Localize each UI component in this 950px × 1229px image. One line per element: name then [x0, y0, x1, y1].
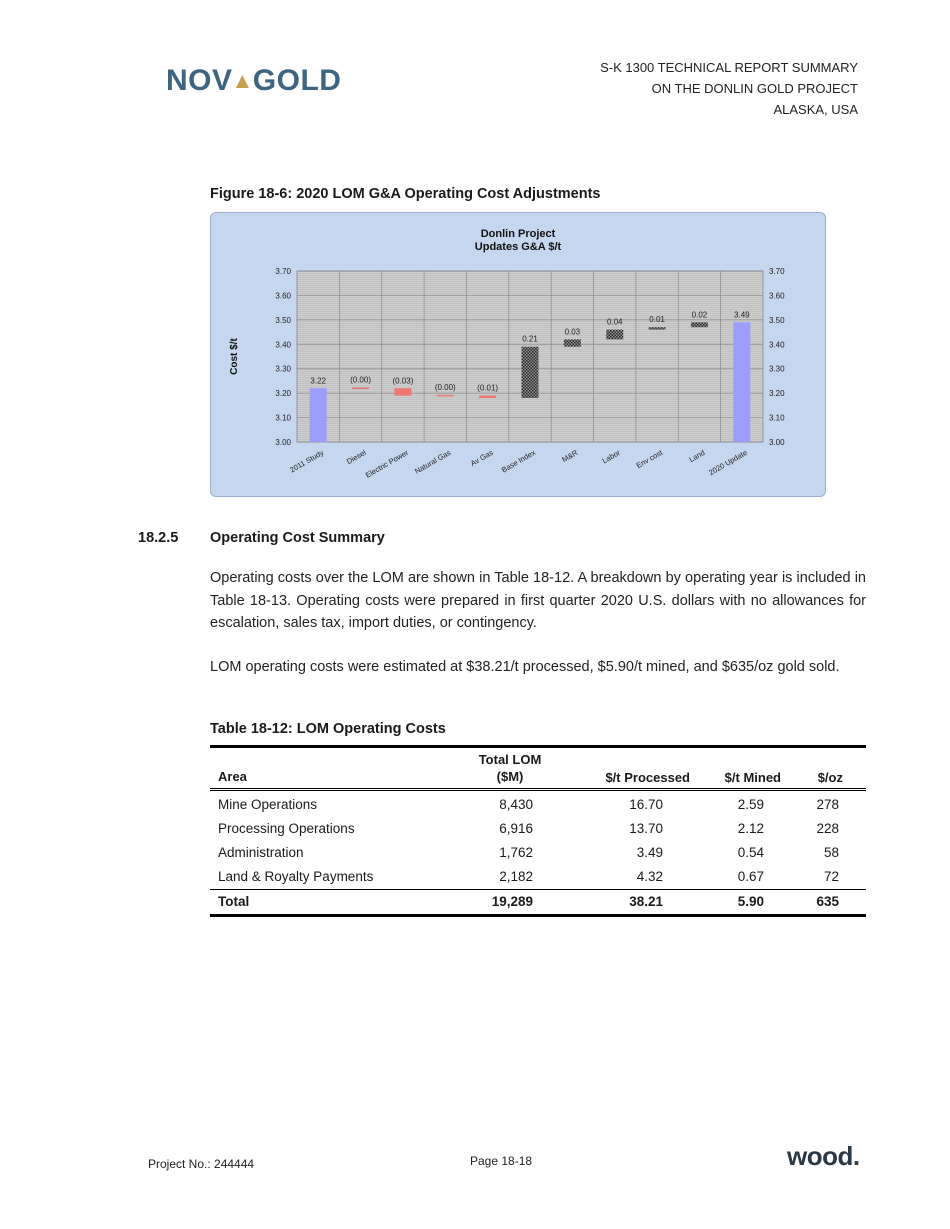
total-processed: 38.21 [629, 894, 663, 909]
header-area: Area [218, 769, 247, 784]
section-title: Operating Cost Summary [210, 530, 385, 546]
cell-area: Mine Operations [218, 797, 318, 812]
cell-oz: 278 [816, 797, 839, 812]
total-oz: 635 [816, 894, 839, 909]
cell-total-lom: 6,916 [499, 821, 533, 836]
footer-page-number: Page 18-18 [470, 1154, 533, 1168]
y-tick-left: 3.70 [275, 267, 291, 276]
x-tick-label: M&R [560, 447, 580, 465]
data-label: (0.01) [477, 383, 499, 393]
bar-env-cost [649, 327, 666, 329]
y-tick-right: 3.30 [769, 364, 785, 374]
y-tick-right: 3.20 [769, 389, 785, 399]
data-label: (0.00) [434, 382, 456, 392]
bar-natural-gas [437, 395, 454, 397]
bar-electric-power [394, 388, 411, 395]
x-tick-label: Env cost [634, 447, 665, 471]
table-total-row [210, 890, 866, 914]
x-tick-label: Labor [600, 447, 622, 466]
table-caption: Table 18-12: LOM Operating Costs [210, 721, 446, 737]
total-mined: 5.90 [737, 894, 764, 909]
y-tick-left: 3.40 [275, 340, 291, 350]
header-location: ALASKA, USA [773, 102, 858, 117]
header-report-title: S-K 1300 TECHNICAL REPORT SUMMARY [600, 60, 858, 75]
y-tick-right: 3.40 [769, 340, 785, 350]
cell-oz: 228 [816, 821, 839, 836]
cell-total-lom: 1,762 [499, 845, 533, 860]
x-tick-label: Land [687, 447, 707, 465]
paragraph-1: Operating costs over the LOM are shown in Table 18-12. A breakdown by operating year is included in Table 18-13. Operating costs were prepared in first quarter 2020 U.S. dollars with no allowances for escalation, sales tax, import duties, or contingency. [210, 570, 866, 631]
bar-labor [606, 330, 623, 340]
bar-land [691, 322, 708, 327]
y-tick-left: 3.50 [275, 315, 291, 325]
paragraph-2: LOM operating costs were estimated at $38.21/t processed, $5.90/t mined, and $635/oz gold sold. [210, 659, 840, 675]
cell-total-lom: 8,430 [499, 797, 533, 812]
cell-processed: 4.32 [636, 869, 663, 884]
data-label: 0.03 [564, 327, 581, 337]
data-label: 0.04 [606, 317, 623, 327]
cell-processed: 13.70 [629, 821, 663, 836]
header-processed: $/t Processed [605, 770, 690, 785]
header-total-lom-2: ($M) [496, 769, 524, 784]
header-oz: $/oz [817, 770, 843, 785]
table-bottom-rule [210, 914, 866, 917]
y-tick-right: 3.70 [769, 267, 785, 276]
y-tick-left: 3.30 [275, 364, 291, 374]
x-tick-label: Electric Power [363, 447, 410, 480]
y-tick-right: 3.10 [769, 413, 785, 423]
table-row [210, 817, 866, 841]
y-axis-label: Cost $/t [229, 338, 240, 375]
header-project-name: ON THE DONLIN GOLD PROJECT [651, 81, 858, 96]
chart-panel [210, 212, 826, 497]
total-lom: 19,289 [491, 894, 533, 909]
footer-project-number: Project No.: 244444 [148, 1157, 255, 1171]
y-tick-right: 3.50 [769, 315, 785, 325]
operating-costs-table [210, 745, 866, 917]
cell-area: Land & Royalty Payments [218, 869, 374, 884]
cell-area: Processing Operations [218, 821, 355, 836]
x-tick-label: Diesel [344, 447, 368, 467]
data-label: 0.02 [691, 310, 708, 320]
figure-caption: Figure 18-6: 2020 LOM G&A Operating Cost Adjustments [210, 186, 601, 202]
novagold-logo: NOV▲GOLD [166, 64, 342, 97]
data-label: 0.21 [522, 334, 538, 344]
y-tick-left: 3.60 [275, 291, 291, 301]
x-tick-label: 2020 Update [707, 447, 749, 478]
table-header-rule [210, 788, 866, 791]
cell-oz: 58 [823, 845, 839, 860]
bar-base-index [522, 347, 539, 398]
table-body [210, 793, 866, 889]
table-row [210, 841, 866, 865]
logo-triangle-icon: ▲ [231, 68, 254, 93]
y-tick-left: 3.20 [275, 389, 291, 399]
table-header-row [210, 748, 866, 788]
x-tick-label: Base Index [499, 447, 537, 475]
header-total-lom-1: Total LOM [478, 752, 542, 767]
bar-diesel [352, 388, 369, 390]
y-tick-right: 3.00 [769, 438, 785, 447]
cell-processed: 16.70 [629, 797, 663, 812]
chart-title: Donlin Project [480, 228, 556, 240]
chart-subtitle: Updates G&A $/t [474, 241, 562, 253]
data-label: (0.03) [392, 376, 414, 386]
cell-total-lom: 2,182 [499, 869, 533, 884]
table-row [210, 793, 866, 817]
x-tick-label: Av Gas [468, 447, 495, 468]
section-number: 18.2.5 [138, 530, 179, 546]
y-tick-left: 3.00 [275, 438, 291, 447]
cell-processed: 3.49 [636, 845, 663, 860]
bar-2020-update [733, 322, 750, 442]
waterfall-chart [211, 213, 825, 496]
x-tick-label: Natural Gas [413, 447, 453, 476]
data-label: 0.01 [649, 315, 665, 325]
header-mined: $/t Mined [724, 770, 781, 785]
bar-av-gas [479, 396, 496, 398]
wood-logo: wood. [787, 1141, 860, 1171]
table-row [210, 865, 866, 889]
cell-mined: 2.12 [737, 821, 764, 836]
cell-mined: 2.59 [737, 797, 764, 812]
cell-mined: 0.67 [737, 869, 764, 884]
data-label: (0.00) [350, 375, 371, 385]
bar-2011-study [310, 388, 327, 442]
y-tick-right: 3.60 [769, 291, 785, 301]
total-area: Total [218, 894, 250, 909]
y-tick-left: 3.10 [275, 413, 291, 423]
x-tick-label: 2011 Study [288, 447, 326, 475]
bar-m-r [564, 339, 581, 346]
cell-area: Administration [218, 845, 304, 860]
data-label: 3.22 [310, 376, 326, 386]
cell-oz: 72 [823, 869, 839, 884]
data-label: 3.49 [734, 310, 750, 320]
cell-mined: 0.54 [737, 845, 764, 860]
